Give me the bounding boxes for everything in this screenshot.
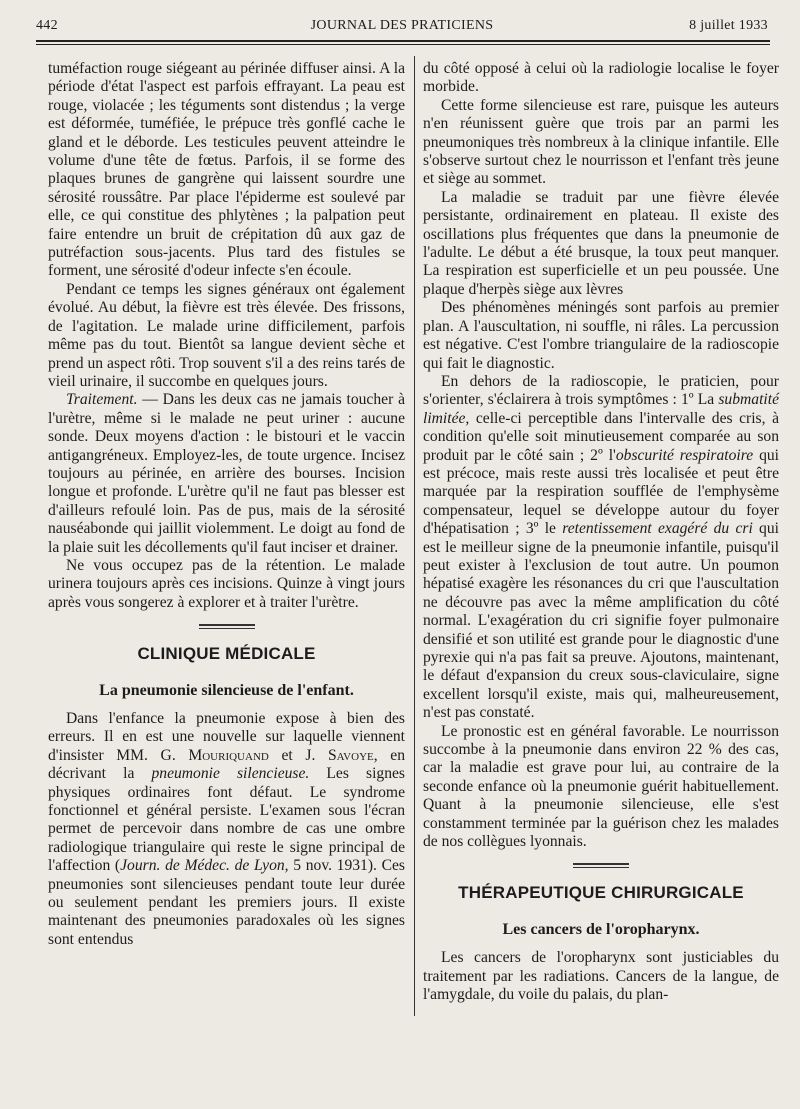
- left-column: [48, 60, 405, 949]
- paragraph-treatment: [48, 391, 405, 557]
- paragraph: Ne vous occupez pas de la rétention. Le malade urinera toujours après ces incisions. Quinze à vingt jours après vous songerez à explorer et à traiter l'urètre.: [48, 556, 405, 611]
- italic-term: pneumonie silencieuse.: [151, 765, 310, 783]
- treatment-text: — Dans les deux cas ne jamais toucher à l'urètre, même si le malade ne peut uriner : aucune sonde. Deux moyens d'action : le bistouri et le vaccin antigangréneux. Employez-les, de toute urgence. Incisez toujours au périnée, en arrière des bourses. Incision longue et profonde. L'urètre qu'il ne faut pas blesser est d'ailleurs refoulé loin. Pas de pus, mais de la sérosité nauséabonde qui jaillit violemment. Le doigt au fond de la plaie suit les décollements qu'il faut inciser et drainer.: [48, 391, 405, 556]
- header-rule: [36, 40, 770, 42]
- journal-title: JOURNAL DES PRATICIENS: [310, 18, 494, 33]
- italic-term: retentissement exagéré du cri: [562, 520, 753, 538]
- paragraph: Les cancers de l'oropharynx sont justiciables du traitement par les radiations. Cancers de la langue, de l'amygdale, du voile du palais, du plan-: [423, 949, 779, 1004]
- journal-reference: Journ. de Médec. de Lyon,: [120, 857, 289, 875]
- text-run: et J.: [268, 746, 328, 764]
- author-name: Savoye: [327, 746, 374, 764]
- text-run: En dehors de la radioscopie, le praticien, pour s'orienter, s'éclairera à trois symptômes : 1º La: [423, 372, 779, 409]
- paragraph: Des phénomènes méningés sont parfois au premier plan. A l'auscultation, ni souffle, ni râles. La percussion est négative. C'est l'ombre triangulaire de la radioscopie qui fait le diagnostic.: [423, 299, 779, 372]
- italic-term: obscurité respiratoire: [615, 446, 754, 464]
- text-run: Dans l'enfance la pneumonie expose à bien des erreurs. Il en est une nouvelle sur laquelle viennent d'insister MM. G.: [48, 710, 405, 764]
- section-title: CLINIQUE MÉDICALE: [137, 644, 316, 664]
- treatment-label: Traitement.: [66, 391, 138, 409]
- paragraph: tuméfaction rouge siégeant au périnée diffuser ainsi. A la période d'état l'aspect est parfois effrayant. La peau est rouge, violacée ; les téguments sont distendus ; la verge est déformée, tuméfiée, le prépuce très gonflé cache le gland et le déborde. Les testicules peuvent atteindre le volume d'une tête de fœtus. Parfois, il se forme des plaques brunes de gangrène qui laissent sourdre une sérosité roussâtre. Par place l'épiderme est soulevé par elle, ce qui constitue des phlytènes ; la palpation peut faire entendre un bruit de crépitation dû aux gaz de putréfaction sous-jacents. Plus tard des fistules se forment, une sérosité d'odeur infecte s'en écoule.: [48, 60, 405, 280]
- text-run: qui est précoce, mais reste aussi très localisée et peut être marquée par la respiration soufflée de l'emphysème compensateur, lequel se développe autour du foyer d'hépatisation ; 3º le: [423, 446, 780, 538]
- paragraph: [423, 373, 779, 723]
- article-title: Les cancers de l'oropharynx.: [502, 920, 700, 938]
- text-run: Les signes physiques ordinaires font défaut. Le syndrome fonctionnel et général persiste. L'examen sous l'écran permet de percevoir dans nombre de cas une ombre radiologique triangulaire qui reste le signe principal de l'affection (: [48, 765, 405, 875]
- paragraph: du côté opposé à celui où la radiologie localise le foyer morbide.: [423, 60, 779, 96]
- section-ornament-rule: [199, 624, 255, 629]
- paragraph: Cette forme silencieuse est rare, puisque les auteurs n'en réunissent guère que trois par an parmi les pneumoniques très nombreux à la clinique infantile. Elle s'observe surtout chez le nourrisson et l'enfant très jeune et siège au sommet.: [423, 96, 779, 188]
- paragraph: [48, 710, 405, 949]
- page-number: 442: [36, 18, 58, 33]
- section-title: THÉRAPEUTIQUE CHIRURGICALE: [458, 883, 744, 903]
- column-divider: [414, 56, 415, 1016]
- text-run: , en décrivant la: [48, 746, 405, 783]
- article-title: La pneumonie silencieuse de l'enfant.: [99, 681, 354, 699]
- text-run: 5 nov. 1931). Ces pneumonies sont silencieuses pendant toute leur durée ou seulement pendant les premiers jours. Il existe maintenant des pneumonies paradoxales où les signes sont entendus: [48, 857, 405, 948]
- paragraph: Pendant ce temps les signes généraux ont également évolué. Au début, la fièvre est très élevée. Des frissons, de l'agitation. Le malade urine difficilement, parfois même pas du tout. Bientôt sa langue devient sèche et prend un aspect rôti. Trop souvent s'il a des reins tarés de vieil urinaire, il succombe en quelques jours.: [48, 280, 405, 390]
- right-column: [423, 60, 779, 1005]
- italic-term: submatité limitée,: [423, 391, 779, 427]
- paragraph: La maladie se traduit par une fièvre élevée persistante, ordinairement en plateau. Il existe des oscillations plus fréquentes que dans la pneumonie de l'adulte. Le début a été brusque, la toux peut manquer. La respiration est superficielle et un peu poussée. Une plaque d'herpès siège aux lèvres: [423, 188, 779, 298]
- header-rule-thin: [36, 44, 770, 45]
- text-run: qui est le meilleur signe de la pneumonie infantile, puisqu'il peut exister à l'exclusion de tout autre. Un poumon hépatisé exagère les résonances du cri que l'auscultation ne découvre pas avec la même amplification du côté normal. L'exagération du cri signifie foyer pulmonaire densifié et son utilité est grande pour le diagnostic d'une pyrexie qui n'a pas fait sa preuve. Ajoutons, maintenant, le défaut d'expansion du creux sous-claviculaire, signe excellent lorsqu'il existe, mais qui, malheureusement, n'est pas constaté.: [423, 520, 779, 722]
- issue-date: 8 juillet 1933: [689, 18, 768, 33]
- paragraph: Le pronostic est en général favorable. Le nourrisson succombe à la pneumonie dans environ 22 % des cas, car la maladie est grave pour lui, au contraire de la seconde enfance où la pneumonie guérit habituellement. Quant à la pneumonie silencieuse, elle s'est constamment terminée par la guérison chez les malades de nos collègues lyonnais.: [423, 722, 779, 851]
- running-header: [36, 18, 768, 42]
- section-ornament-rule: [573, 863, 629, 868]
- text-run: celle-ci perceptible dans l'intervalle des cris, à condition qu'elle soit minutieusement comparée au son produit par le côté sain ; 2º l': [423, 409, 779, 464]
- author-name: Mouriquand: [188, 746, 269, 764]
